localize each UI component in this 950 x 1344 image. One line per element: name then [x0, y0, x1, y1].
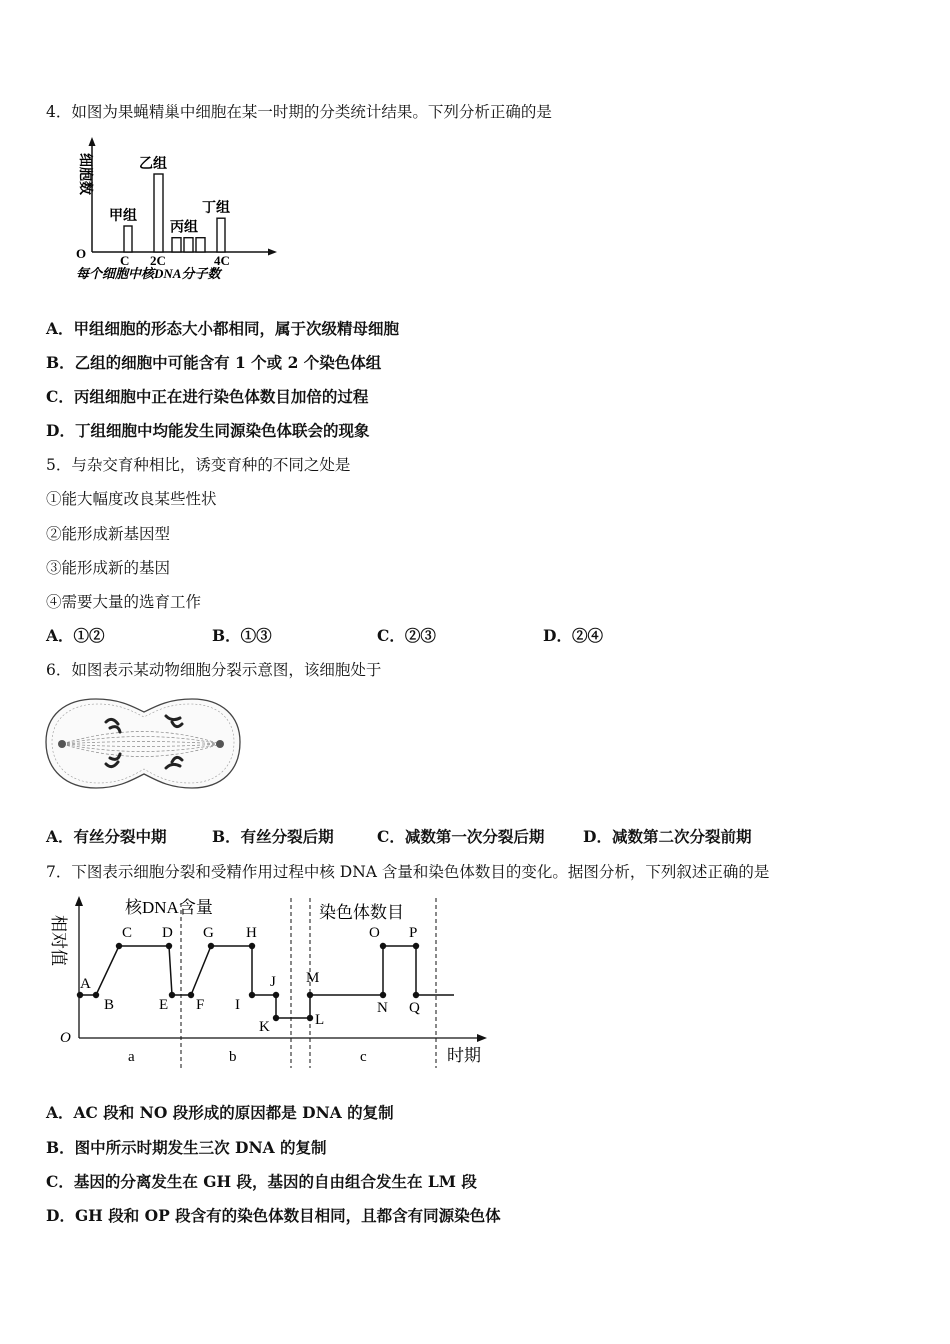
- q6-option-a[interactable]: A．有丝分裂中期: [46, 827, 167, 846]
- q7-point-label-A: A: [80, 976, 91, 992]
- q4-option-a[interactable]: A．甲组细胞的形态大小都相同，属于次级精母细胞: [46, 319, 400, 338]
- q4-group-label-3: 丁组: [202, 201, 230, 217]
- q7-point-E: [169, 992, 175, 998]
- q7-point-A: [77, 992, 83, 998]
- q7-point-P: [413, 943, 419, 949]
- q7-ylabel: 相对值: [49, 915, 68, 966]
- q4-option-d[interactable]: D．丁组细胞中均能发生同源染色体联会的现象: [46, 421, 370, 440]
- q4-option-c[interactable]: C．丙组细胞中正在进行染色体数目加倍的过程: [46, 387, 369, 406]
- q7-x-arrow: [477, 1034, 487, 1042]
- q7-line-chart: [44, 893, 494, 1073]
- q7-option-d[interactable]: D．GH 段和 OP 段含有的染色体数目相同，且都含有同源染色体: [46, 1206, 501, 1225]
- q7-point-label-P: P: [409, 925, 418, 941]
- q4-bar-chart: [62, 135, 302, 285]
- q7-point-I: [249, 992, 255, 998]
- q7-point-label-B: B: [104, 997, 115, 1013]
- q4-origin: O: [76, 246, 87, 261]
- q7-section-dna: 核DNA含量: [125, 898, 213, 917]
- q7-option-a[interactable]: A．AC 段和 NO 段形成的原因都是 DNA 的复制: [46, 1103, 394, 1122]
- q7-point-label-G: G: [203, 925, 214, 941]
- q7-point-L: [307, 1015, 313, 1021]
- q4-x-tick-0: C: [120, 253, 130, 268]
- q5-option-b[interactable]: B．①③: [212, 626, 272, 645]
- q7-point-N: [380, 992, 386, 998]
- q4-group-label-1: 乙组: [139, 157, 167, 172]
- q5-option-d[interactable]: D．②④: [543, 626, 603, 645]
- q7-series-line: [80, 946, 454, 1018]
- q4-bar-丙组-2: [196, 238, 205, 252]
- q5-item-4: ④需要大量的选育工作: [46, 593, 202, 611]
- q4-x-arrow: [268, 249, 277, 256]
- q7-phase-c: c: [360, 1049, 367, 1065]
- q7-y-arrow: [75, 896, 83, 906]
- q6-stem: 6．如图表示某动物细胞分裂示意图，该细胞处于: [46, 661, 382, 679]
- q4-y-arrow: [89, 137, 96, 146]
- q7-point-label-M: M: [306, 970, 320, 986]
- q7-point-label-L: L: [315, 1012, 325, 1028]
- q7-point-label-I: I: [235, 997, 240, 1013]
- q7-option-c[interactable]: C．基因的分离发生在 GH 段，基因的自由组合发生在 LM 段: [46, 1172, 477, 1191]
- q4-group-label-2: 丙组: [170, 220, 198, 236]
- q7-xlabel: 时期: [447, 1046, 481, 1065]
- q6-centrosome-right: [216, 740, 224, 748]
- q4-xlabel: 每个细胞中核DNA分子数: [76, 266, 221, 281]
- q7-point-label-Q: Q: [409, 1000, 420, 1016]
- q7-option-b[interactable]: B．图中所示时期发生三次 DNA 的复制: [46, 1138, 327, 1157]
- q6-cell-membrane: [46, 699, 240, 788]
- q7-point-label-K: K: [259, 1019, 270, 1035]
- q4-bar-丙组-0: [172, 238, 181, 252]
- q7-point-label-D: D: [162, 925, 173, 941]
- q7-stem: 7．下图表示细胞分裂和受精作用过程中核 DNA 含量和染色体数目的变化。据图分析，下列叙述正确的是: [46, 863, 770, 881]
- q4-stem: 4．如图为果蝇精巢中细胞在某一时期的分类统计结果。下列分析正确的是: [46, 103, 552, 121]
- q6-centrosome-left: [58, 740, 66, 748]
- q7-point-G: [208, 943, 214, 949]
- q7-point-label-H: H: [246, 925, 257, 941]
- q7-point-label-N: N: [377, 1000, 388, 1016]
- q5-item-3: ③能形成新的基因: [46, 559, 171, 577]
- q4-bar-甲组-0: [124, 226, 132, 252]
- q6-option-b[interactable]: B．有丝分裂后期: [212, 827, 334, 846]
- q4-bar-丁组-0: [217, 218, 225, 252]
- q7-point-F: [188, 992, 194, 998]
- q4-bar-丙组-1: [184, 238, 193, 252]
- q5-option-c[interactable]: C．②③: [377, 626, 436, 645]
- q7-phase-b: b: [229, 1049, 237, 1065]
- q7-point-D: [166, 943, 172, 949]
- q7-origin: O: [60, 1030, 71, 1046]
- q4-bar-乙组-0: [154, 174, 163, 252]
- q6-cell-diagram: [44, 694, 244, 794]
- q5-item-2: ②能形成新基因型: [46, 525, 171, 543]
- q7-point-H: [249, 943, 255, 949]
- q5-item-1: ①能大幅度改良某些性状: [46, 490, 217, 508]
- q4-option-b[interactable]: B．乙组的细胞中可能含有 1 个或 2 个染色体组: [46, 353, 382, 372]
- q4-ylabel: 细胞数: [77, 153, 92, 195]
- q7-section-chromosome: 染色体数目: [319, 903, 404, 922]
- q4-group-label-0: 甲组: [109, 209, 137, 224]
- q7-phase-a: a: [128, 1049, 135, 1065]
- q7-point-M: [307, 992, 313, 998]
- q7-point-label-O: O: [369, 925, 380, 941]
- q7-point-B: [93, 992, 99, 998]
- q5-option-a[interactable]: A．①②: [46, 626, 105, 645]
- q7-point-label-C: C: [122, 925, 133, 941]
- q4-x-tick-2: 4C: [214, 253, 230, 268]
- q7-point-label-J: J: [270, 974, 276, 990]
- q6-option-c[interactable]: C．减数第一次分裂后期: [377, 827, 545, 846]
- q5-stem: 5．与杂交育种相比，诱变育种的不同之处是: [46, 456, 351, 474]
- q6-option-d[interactable]: D．减数第二次分裂前期: [583, 827, 752, 846]
- q7-point-Q: [413, 992, 419, 998]
- q7-point-O: [380, 943, 386, 949]
- q7-point-C: [116, 943, 122, 949]
- q7-point-label-F: F: [196, 997, 205, 1013]
- q7-point-K: [273, 1015, 279, 1021]
- q7-point-J: [273, 992, 279, 998]
- q7-point-label-E: E: [159, 997, 169, 1013]
- q4-x-tick-1: 2C: [150, 253, 166, 268]
